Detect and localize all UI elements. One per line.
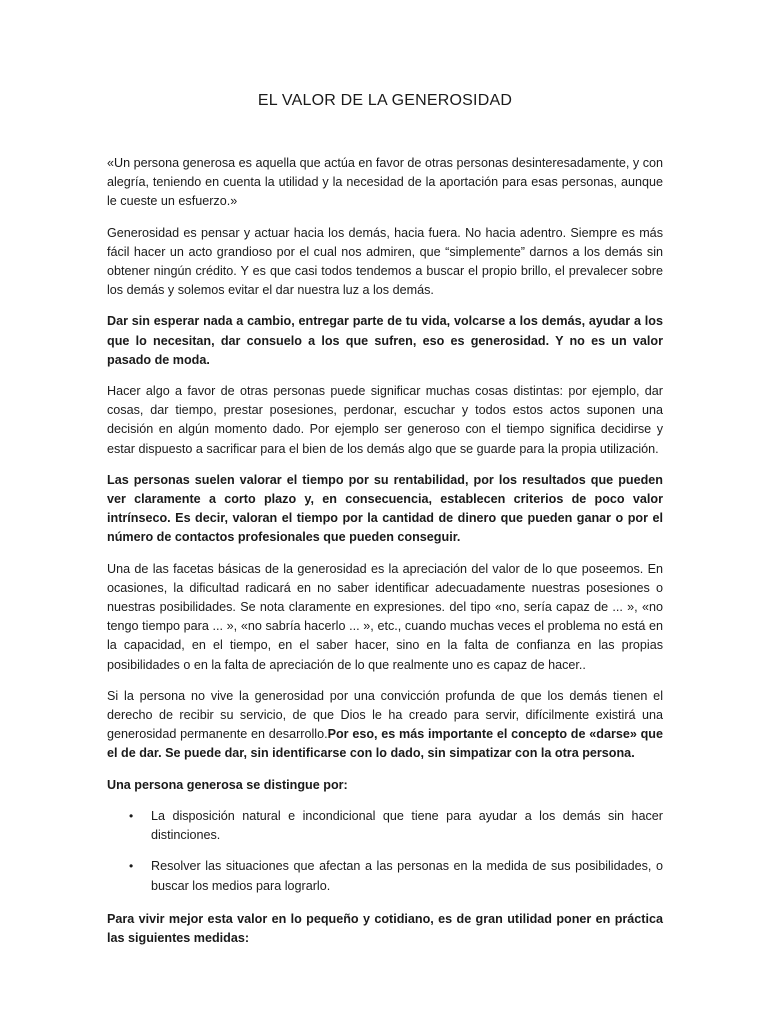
paragraph-thinking-outward: Generosidad es pensar y actuar hacia los demás, hacia fuera. No hacia adentro. Siempre es más fácil hacer un acto grandioso por el cual nos admiren, que “simplemente” darnos a los demás sin obtener ningún crédito. Y es que casi todos tendemos a buscar el propio brillo, el prevalecer sobre los demás y solemos evitar el dar nuestra luz a los demás.	[107, 225, 663, 298]
list-item	[107, 807, 663, 845]
list-item	[107, 857, 663, 895]
traits-list	[107, 807, 663, 896]
closing-paragraph: Para vivir mejor esta valor en lo pequeño y cotidiano, es de gran utilidad poner en práctica las siguientes medidas:	[107, 911, 663, 945]
paragraph-conviction-bold: Por eso, es más importante el concepto de «darse» que el de dar. Se puede dar, sin identificarse con lo dado, sin simpatizar con la otra persona.	[107, 727, 663, 761]
bullet-icon: •	[129, 859, 134, 874]
list-item-text: La disposición natural e incondicional que tiene para ayudar a los demás sin hacer distinciones.	[151, 808, 663, 843]
paragraph-appreciation: Una de las facetas básicas de la generosidad es la apreciación del valor de lo que poseemos. En ocasiones, la dificultad radicará en no saber identificar adecuadamente nuestras posesiones o nuestras posibilidades. Se nota claramente en expresiones. del tipo «no, sería capaz de ... », «no tengo tiempo para ... », «no sabría hacerlo ... », etc., cuando muchas veces el problema no está en la capacidad, en el tiempo, en el saber hacer, sino en la falta de confianza en las propias posibilidades o en la falta de apreciación de lo que realmente uno es capaz de hacer..	[107, 561, 663, 672]
document-title: EL VALOR DE LA GENEROSIDAD	[257, 92, 513, 109]
paragraph-definition: «Un persona generosa es aquella que actúa en favor de otras personas desinteresadamente, y con alegría, teniendo en cuenta la utilidad y la necesidad de la aportación para esas personas, aunque le cueste un esfuerzo.»	[107, 156, 663, 209]
list-item-text: Resolver las situaciones que afectan a las personas en la medida de sus posibilidades, o buscar los medios para lograrlo.	[151, 859, 663, 893]
paragraph-valuing-time: Las personas suelen valorar el tiempo por su rentabilidad, por los resultados que pueden ver claramente a corto plazo y, en consecuencia, establecen criterios de poco valor intrínseco. Es decir, valoran el tiempo por la cantidad de dinero que pueden ganar o por el número de contactos profesionales que pueden conseguir.	[107, 472, 663, 545]
list-heading: Una persona generosa se distingue por:	[107, 777, 348, 792]
paragraph-doing-for-others: Hacer algo a favor de otras personas puede significar muchas cosas distintas: por ejemplo, dar cosas, dar tiempo, prestar posesiones, perdonar, escuchar y todos estos actos suponen una decisión en algún momento dado. Por ejemplo ser generoso con el tiempo significa decidirse y estar dispuesto a sacrificar para el bien de los demás algo que se guarde para la propia utilización.	[107, 384, 663, 456]
paragraph-conviction-text: Si la persona no vive la generosidad por una convicción profunda de que los demás tienen el derecho de recibir su servicio, de que Dios le ha creado para servir, difícilmente existirá una generosidad permanente en desarrollo.	[107, 688, 663, 742]
paragraph-conviction	[107, 687, 663, 764]
bullet-icon: •	[129, 808, 134, 823]
paragraph-giving-without-expecting: Dar sin esperar nada a cambio, entregar parte de tu vida, volcarse a los demás, ayudar a los que lo necesitan, dar consuelo a los que sufren, eso es generosidad. Y no es un valor pasado de moda.	[107, 314, 663, 367]
document-page	[107, 92, 663, 960]
